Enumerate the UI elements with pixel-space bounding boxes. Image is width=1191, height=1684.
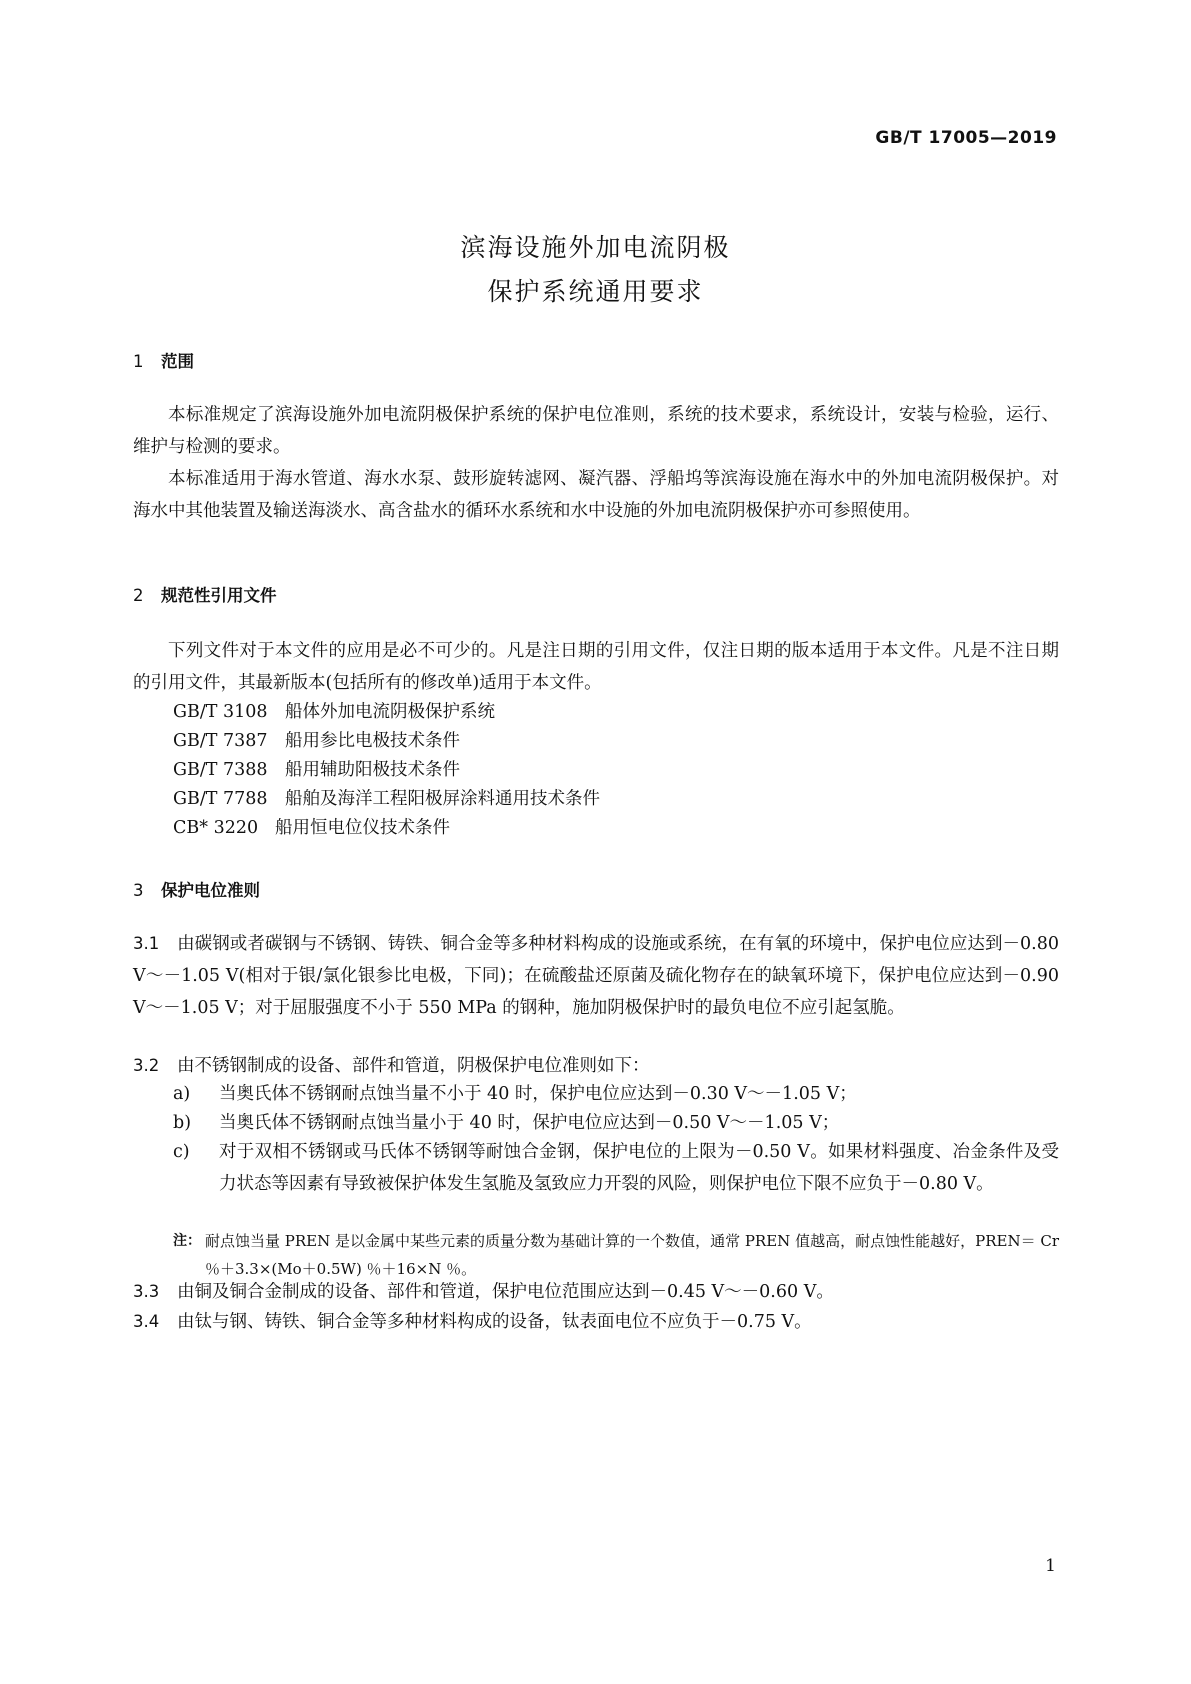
clause-3-4: [133, 1306, 1059, 1338]
clause-number: 3.1: [133, 934, 160, 953]
section-number: 3: [133, 881, 144, 900]
reference-item: [173, 754, 460, 786]
clause-3-3: [133, 1276, 1059, 1308]
reference-title: 船舶及海洋工程阳极屏涂料通用技术条件: [285, 789, 600, 809]
reference-title: 船体外加电流阴极保护系统: [285, 702, 495, 722]
clause-3-1: [133, 928, 1059, 1024]
list-item-text: 当奥氏体不锈钢耐点蚀当量小于 40 时，保护电位应达到－0.50 V～－1.05 V；: [219, 1113, 840, 1133]
reference-code: GB/T 3108: [173, 702, 268, 722]
title-line-2: 保护系统通用要求: [487, 277, 704, 306]
reference-code: GB/T 7788: [173, 789, 268, 809]
list-item: [173, 1136, 1059, 1200]
title-line-1: 滨海设施外加电流阴极: [460, 233, 731, 262]
page-number: 1: [1045, 1556, 1056, 1576]
document-title: [0, 226, 1191, 314]
reference-item: [173, 783, 600, 815]
clause-number: 3.3: [133, 1282, 160, 1301]
reference-code: GB/T 7388: [173, 760, 268, 780]
note-label: 注：: [173, 1233, 201, 1249]
list-item: [173, 1107, 1059, 1139]
section-number: 1: [133, 352, 144, 371]
reference-title: 船用恒电位仪技术条件: [275, 818, 450, 838]
section-title: 保护电位准则: [161, 881, 260, 900]
clause-text: 由钛与钢、铸铁、铜合金等多种材料构成的设备，钛表面电位不应负于－0.75 V。: [177, 1312, 812, 1332]
reference-code: GB/T 7387: [173, 731, 268, 751]
clause-text: 由不锈钢制成的设备、部件和管道，阴极保护电位准则如下：: [177, 1056, 650, 1076]
reference-item: [173, 696, 495, 728]
reference-item: [173, 812, 450, 844]
reference-title: 船用辅助阳极技术条件: [285, 760, 460, 780]
section-2-heading: [133, 582, 277, 606]
clause-text: 由铜及铜合金制成的设备、部件和管道，保护电位范围应达到－0.45 V～－0.60 V。: [177, 1282, 834, 1302]
note: [173, 1227, 1059, 1283]
section-number: 2: [133, 586, 144, 605]
clause-number: 3.4: [133, 1312, 160, 1331]
list-item-text: 对于双相不锈钢或马氏体不锈钢等耐蚀合金钢，保护电位的上限为－0.50 V。如果材料强度、冶金条件及受力状态等因素有导致被保护体发生氢脆及氢致应力开裂的风险，则保护电位下限不应负于－0.80 V。: [219, 1142, 1059, 1194]
list-item-text: 当奥氏体不锈钢耐点蚀当量不小于 40 时，保护电位应达到－0.30 V～－1.05 V；: [219, 1084, 857, 1104]
section-3-heading: [133, 877, 260, 901]
list-item-label: b): [173, 1113, 192, 1133]
section-1-heading: [133, 348, 194, 372]
reference-item: [173, 725, 460, 757]
section-title: 范围: [161, 352, 194, 371]
reference-code: CB* 3220: [173, 818, 259, 838]
clause-number: 3.2: [133, 1056, 160, 1075]
reference-title: 船用参比电极技术条件: [285, 731, 460, 751]
list-item-label: a): [173, 1084, 191, 1104]
note-text: 耐点蚀当量 PREN 是以金属中某些元素的质量分数为基础计算的一个数值，通常 PREN 值越高，耐点蚀性能越好，PREN＝ Cr ％＋3.3×(Mo＋0.5W) ％＋16×N ％。: [205, 1232, 1059, 1278]
standard-code: GB/T 17005—2019: [875, 128, 1057, 148]
section-1-paragraph-2: 本标准适用于海水管道、海水水泵、鼓形旋转滤网、凝汽器、浮船坞等滨海设施在海水中的外加电流阴极保护。对海水中其他装置及输送海淡水、高含盐水的循环水系统和水中设施的外加电流阴极保护亦可参照使用。: [133, 469, 1059, 521]
list-item-label: c): [173, 1142, 190, 1162]
section-2-paragraph-1: 下列文件对于本文件的应用是必不可少的。凡是注日期的引用文件，仅注日期的版本适用于本文件。凡是不注日期的引用文件，其最新版本(包括所有的修改单)适用于本文件。: [133, 641, 1059, 693]
section-title: 规范性引用文件: [161, 586, 277, 605]
clause-text: 由碳钢或者碳钢与不锈钢、铸铁、铜合金等多种材料构成的设施或系统，在有氧的环境中，保护电位应达到－0.80 V～－1.05 V(相对于银/氯化银参比电极，下同)；在硫酸盐还原菌及硫化物存在的缺氧环境下，保护电位应达到－0.90 V～－1.05 V；对于屈服强度不小于 550 MPa 的钢种，施加阴极保护时的最负电位不应引起氢脆。: [133, 934, 1059, 1018]
list-item: [173, 1078, 1059, 1110]
section-1-paragraph-1: 本标准规定了滨海设施外加电流阴极保护系统的保护电位准则，系统的技术要求，系统设计，安装与检验，运行、维护与检测的要求。: [133, 405, 1059, 457]
